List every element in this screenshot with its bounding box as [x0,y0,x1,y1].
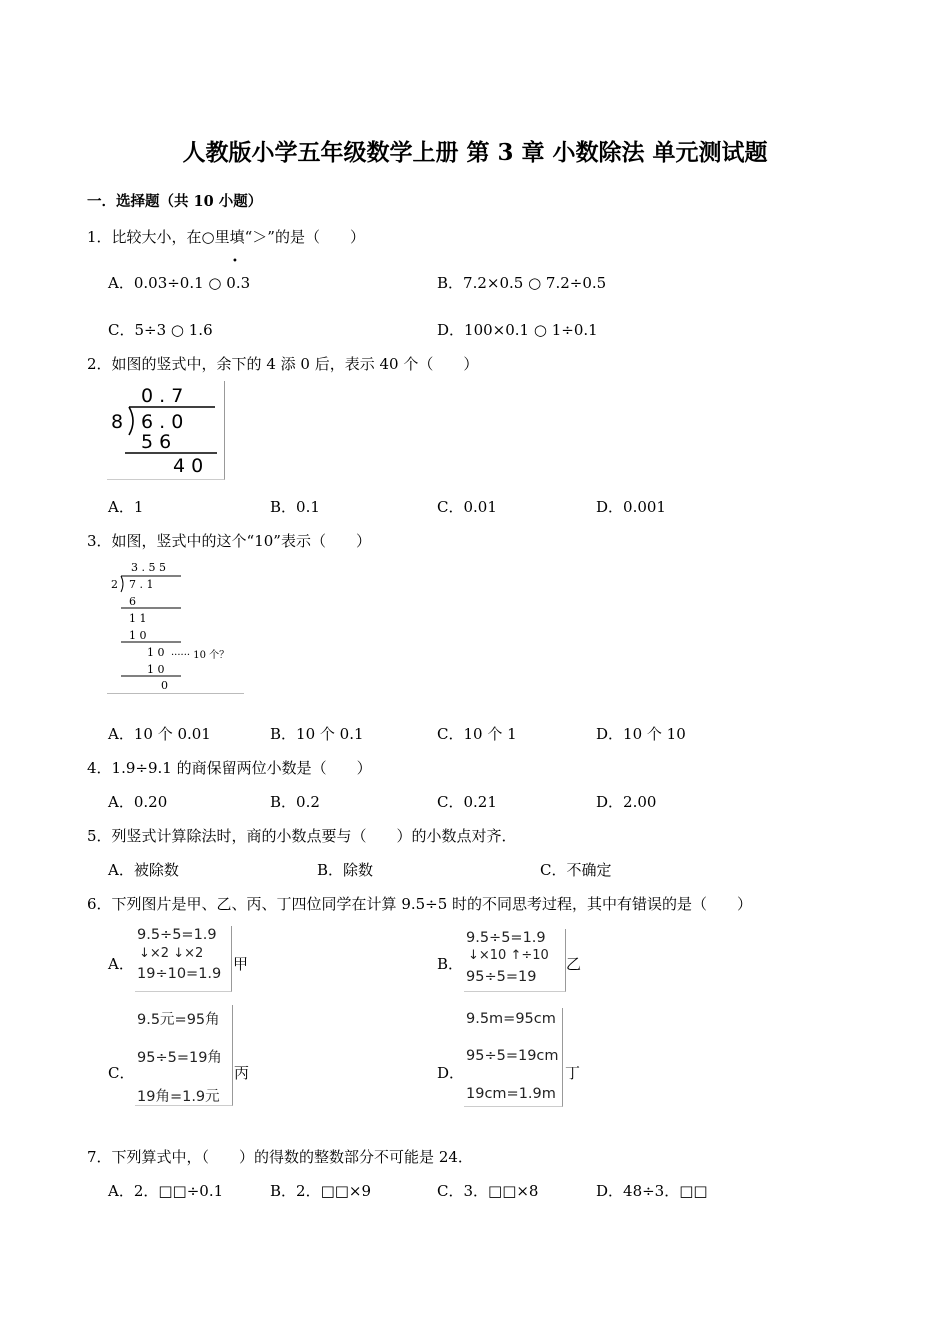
fig-line: ↓×10 ↑÷10 [468,948,549,963]
q3-option-a: A．10 个 0.01 [108,725,211,743]
page-title: 人教版小学五年级数学上册 第 3 章 小数除法 单元测试题 [182,139,768,166]
q5-option-c: C．不确定 [540,861,612,879]
q4-option-d: D．2.00 [596,793,657,811]
q7-option-b: B．2．□□×9 [270,1182,372,1200]
q5-option-b: B．除数 [317,861,374,879]
question-4: 4．1.9÷9.1 的商保留两位小数是（ ） [87,759,372,777]
q5-option-a: A．被除数 [108,861,179,879]
q7-option-d: D．48÷3．□□ [596,1182,708,1200]
q4-option-a: A．0.20 [108,793,168,811]
q6-figure-a [135,926,232,992]
work-row-4: 1 0 [147,646,165,659]
long-division-figure-1 [107,381,225,480]
long-division-figure-2 [107,560,244,694]
q6-option-d-letter: D． [437,1064,465,1082]
partial-product: 5 6 [141,431,172,453]
question-3: 3．如图，竖式中的这个“10”表示（ ） [87,532,371,550]
q6-figure-d [464,1008,563,1107]
divisor: 8 [111,411,124,433]
annotation-10: ······ 10 个？ [171,650,230,661]
work-row-5: 1 0 [147,663,165,676]
q6-option-c-letter: C． [108,1064,135,1082]
remainder: 4 0 [173,455,204,477]
q4-option-b: B．0.2 [270,793,320,811]
section-heading: 一．选择题（共 10 小题） [87,193,263,210]
q6-option-a-letter: A． [108,955,134,973]
fig-line: 19÷10=1.9 [137,966,222,982]
fig-line: 9.5÷5=1.9 [137,927,217,943]
q2-option-a: A．1 [108,498,144,516]
fig-line: 19角=1.9元 [137,1089,220,1105]
question-6: 6．下列图片是甲、乙、丙、丁四位同学在计算 9.5÷5 时的不同思考过程，其中有错误的是（ ） [87,895,753,913]
q3-option-d: D．10 个 10 [596,725,686,743]
q2-option-c: C．0.01 [437,498,497,516]
q6-figure-b [464,929,566,992]
question-7: 7．下列算式中，（ ）的得数的整数部分不可能是 24． [87,1148,473,1166]
divisor: 2 [111,578,118,591]
q2-option-b: B．0.1 [270,498,320,516]
q6-option-b-letter: B． [437,955,464,973]
work-row-1: 6 [129,595,136,608]
q1-option-c: C．5÷3 ○ 1.6 [108,321,213,339]
fig-line: 9.5元=95角 [137,1012,220,1028]
dividend: 7 . 1 [129,578,154,591]
fig-line: 95÷5=19cm [466,1048,559,1064]
q7-option-c: C．3．□□×8 [437,1182,539,1200]
work-row-2: 1 1 [129,612,147,625]
q6-student-ding: 丁 [565,1064,581,1082]
fig-line: 9.5m=95cm [466,1011,556,1027]
dividend: 6 . 0 [141,411,184,433]
repeating-dot: • [232,256,238,267]
question-5: 5．列竖式计算除法时，商的小数点要与（ ）的小数点对齐． [87,827,517,845]
fig-line: 9.5÷5=1.9 [466,930,546,946]
fig-line: 19cm=1.9m [466,1086,556,1102]
q2-option-d: D．0.001 [596,498,666,516]
q1-option-a: A．0.03÷0.1 ○ 0.3 [108,274,251,292]
q6-student-yi: 乙 [566,955,582,973]
q1-option-b: B．7.2×0.5 ○ 7.2÷0.5 [437,274,607,292]
quotient: 0 . 7 [141,385,184,407]
question-1: 1．比较大小，在○里填“＞”的是（ ） [87,228,365,246]
division-lines [107,560,244,693]
fig-line: ↓×2 ↓×2 [139,946,204,961]
fig-line: 95÷5=19 [466,969,537,985]
question-2: 2．如图的竖式中，余下的 4 添 0 后，表示 40 个（ ） [87,355,479,373]
fig-line: 95÷5=19角 [137,1050,222,1066]
work-row-3: 1 0 [129,629,147,642]
q4-option-c: C．0.21 [437,793,497,811]
work-row-6: 0 [161,679,168,692]
q6-student-bing: 丙 [234,1064,250,1082]
q3-option-c: C．10 个 1 [437,725,517,743]
q1-option-d: D．100×0.1 ○ 1÷0.1 [437,321,598,339]
q7-option-a: A．2．□□÷0.1 [108,1182,224,1200]
q6-figure-c [135,1005,233,1106]
q6-student-jia: 甲 [233,955,249,973]
q3-option-b: B．10 个 0.1 [270,725,364,743]
quotient: 3 . 5 5 [131,561,166,574]
